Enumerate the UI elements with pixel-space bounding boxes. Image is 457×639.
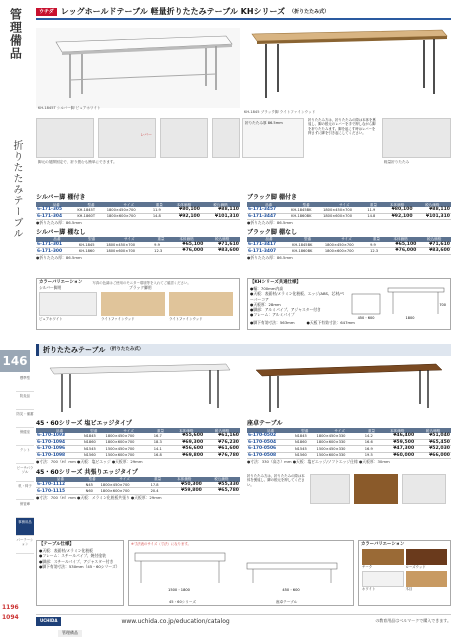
dim-height: 700	[439, 303, 446, 308]
spec-header-cell: 本体価格	[379, 428, 415, 433]
product-note: ●折りたたみ厚：86.5mm	[36, 254, 82, 260]
series-title: レッグホールドテーブル 軽量折りたたみテーブル KHシリーズ	[60, 7, 286, 17]
detail-photo-3	[160, 118, 208, 158]
spec-item: ●天板：表面材/メラミン化粧板、エッジ/ABS、芯材/ペーパーコア	[250, 291, 345, 302]
cell-code: 6-171-304	[36, 213, 76, 220]
spec-header-cell: 型番	[78, 237, 105, 242]
cell-size: 1800×600×700	[105, 439, 153, 446]
fold-spec-list	[37, 548, 123, 569]
cell-model: N1845	[83, 433, 105, 439]
cell-code: 6-170-1098	[36, 452, 83, 459]
cell-price2: ¥76,230	[204, 439, 240, 446]
rail-subcategory: 折りたたみテーブル	[11, 140, 22, 239]
rail-tab[interactable]: 標準型	[16, 374, 34, 392]
swatch-white	[362, 571, 404, 591]
cell-price1: ¥47,300	[379, 446, 415, 453]
spec-header-cell: サイズ	[105, 237, 153, 242]
spec-header-cell: 型番	[290, 202, 322, 207]
cell-size: 1800×600×330	[316, 439, 364, 446]
detail-caption-1: 脚元の展開固定で、折り畳むも簡単にできます。	[38, 160, 117, 164]
cell-model: KH-1845BK	[290, 207, 322, 213]
swatch-label-1: ピュアホワイト	[39, 316, 63, 321]
cell-size: 1800×600×700	[106, 213, 152, 220]
leg-label-silver: シルバー脚用	[39, 285, 62, 291]
product-block	[247, 194, 451, 226]
cell-price1: ¥80,100	[381, 207, 414, 213]
rail-tab[interactable]: ビーチパラソル	[16, 464, 34, 482]
swatch-label-teak: チーク	[362, 565, 373, 570]
cell-model: N1560	[294, 452, 316, 459]
cell-price2: ¥55,330	[203, 482, 240, 488]
section-subtitle: （折りたたみ式）	[107, 347, 144, 353]
spec-item: ●脚下有効寸法：563mm	[250, 320, 295, 326]
kh-spec-title: 【KHシリーズ共通仕様】	[250, 280, 301, 285]
rail-tab[interactable]: 保健室	[16, 428, 34, 446]
cell-code: 6-171-3457	[247, 207, 290, 213]
spec-header-cell: サイズ	[105, 428, 153, 433]
cell-code: 6-170-0502	[247, 433, 294, 439]
detail-photo-2	[98, 118, 156, 158]
spec-header-cell: 重量	[366, 202, 380, 207]
cell-price1: ¥92,100	[381, 213, 414, 220]
cell-price2: ¥71,610	[417, 242, 451, 248]
cell-weight: 19.5	[364, 452, 380, 459]
spec-header-cell: 税込価格	[201, 202, 240, 207]
cell-code: 6-170-0504	[247, 439, 294, 446]
footer-logo: UCHIDA	[36, 617, 61, 626]
cell-code: 6-171-300	[36, 248, 78, 255]
cell-price2: ¥83,600	[204, 248, 240, 255]
kh-spec-box	[247, 278, 451, 330]
photo-left-caption: KH-1845T シルバー脚 ピュアホワイト	[38, 106, 101, 110]
photo-right-caption: KH-1845 ブラック脚 ライトファインウッド	[244, 110, 316, 114]
cell-weight: 14.8	[152, 213, 167, 220]
main-content	[36, 6, 451, 168]
cell-model: N1845	[294, 433, 316, 439]
width-label: 折りたたみ厚 86.5mm	[245, 121, 283, 125]
cell-price1: ¥76,000	[384, 248, 418, 255]
cell-weight: 18.3	[153, 439, 169, 446]
spec-item: ●天板：表面材/メラミン化粧板	[39, 548, 93, 554]
table-silver-photo	[36, 28, 240, 108]
cell-weight: 17.8	[150, 482, 166, 488]
color-variation-note: 写真の色調はご使用のモニター環境等を入れてご確認ください。	[92, 280, 191, 285]
swatch-light-fine-wood-black	[169, 292, 233, 316]
cell-price1: ¥55,600	[168, 433, 204, 439]
folding-table-photo-right	[246, 360, 446, 416]
fold-detail-photo-3	[402, 474, 446, 504]
spec-item: ●フレーム：スチールパイプ、焼付塗装	[39, 553, 106, 559]
cell-code: 6-170-1096	[36, 446, 83, 453]
cell-code: 6-170-1112	[36, 482, 85, 488]
fold-left-column	[36, 420, 240, 500]
spec-header-cell: 型番	[85, 477, 100, 482]
rail-tab[interactable]: 事務用品	[16, 518, 34, 536]
product-note: ●折りたたみ厚：86.5mm	[247, 220, 293, 226]
table-row	[36, 248, 240, 255]
cell-price2: ¥88,110	[201, 207, 240, 213]
table-row	[247, 248, 451, 255]
width-diagram	[242, 118, 304, 158]
product-title: ブラック脚 棚付き	[247, 194, 297, 201]
cell-weight: 12.3	[369, 248, 384, 255]
cell-model: KH-1845T	[76, 207, 105, 213]
fold-spec-title: 【テーブル仕様】	[39, 542, 74, 547]
swatch-label-white: ホワイト	[362, 587, 376, 592]
cell-price2: ¥51,040	[415, 433, 451, 439]
rail-tab[interactable]: テント	[16, 446, 34, 464]
detail-photo-4	[212, 118, 240, 158]
spec-header-cell: 税込価格	[414, 202, 451, 207]
spec-item: ●天板厚：28mm	[250, 301, 281, 307]
product-photos	[36, 22, 451, 116]
spec-item: ●幅：700mm内高	[250, 286, 284, 292]
cell-weight: 16.8	[153, 452, 169, 459]
swatch-label-grain: 木目	[405, 587, 413, 592]
product-title: ブラック脚 棚なし	[247, 228, 297, 236]
cell-model: N1860	[294, 439, 316, 446]
cell-price2: ¥71,610	[204, 242, 240, 248]
rail-category: 管理備品	[8, 8, 23, 60]
swatch-label-2: ライトファインウッド	[101, 316, 135, 321]
product-title: 45・60シリーズ 共張りエッジタイプ	[36, 468, 138, 476]
spec-table	[247, 428, 451, 459]
dim-width: 1800	[405, 316, 415, 321]
color-variation-box	[36, 278, 240, 330]
cell-code: 6-170-1093	[36, 433, 83, 439]
spec-table	[36, 202, 240, 220]
cell-code: 6-171-3407	[247, 248, 291, 255]
cell-code: 6-170-0508	[247, 452, 294, 459]
spec-header-cell: 重量	[364, 428, 380, 433]
fold-detail-photo-1	[310, 474, 350, 504]
dim-depth: 450・600	[357, 316, 375, 321]
spec-header-cell: 税込価格	[204, 428, 240, 433]
spec-header-cell: 型番	[291, 237, 324, 242]
product-title: 座卓テーブル	[247, 420, 283, 427]
cell-model: KH-1845	[78, 242, 105, 248]
cell-weight: 16.6	[364, 439, 380, 446]
spec-header-cell: 税込価格	[415, 428, 451, 433]
cell-price2: ¥101,310	[414, 213, 451, 220]
spec-header-cell: 品番	[247, 428, 294, 433]
cell-weight: 14.2	[364, 433, 380, 439]
kh-silver-column	[36, 194, 240, 260]
product-block	[36, 194, 240, 226]
cell-model: KH-1845BK	[291, 242, 324, 248]
product-block	[36, 469, 240, 501]
cell-price1: ¥56,600	[168, 446, 204, 453]
product-note: ●寸法：330（高さ）mm ●天板：塩ビエッジ/ソフトエッジ仕様 ●天板厚：30mm	[247, 459, 390, 465]
spec-table	[247, 237, 451, 255]
spec-item: ●フレーム：アルミパイプ	[250, 311, 295, 317]
fold-spec-box	[36, 540, 124, 606]
spec-header-cell: 本体価格	[168, 428, 204, 433]
cell-price1: ¥59,800	[166, 488, 203, 495]
ref-page-bottom: 1094	[2, 614, 19, 621]
fold-diagram-note: ※寸法表のサイズ（寸法）になります。	[131, 542, 191, 546]
product-note: ●寸法：700（H）mm ●天板：塩ビエッジ ●天板厚：29mm	[36, 459, 143, 465]
cell-weight: 11.9	[152, 207, 167, 213]
swatch-grain	[406, 571, 448, 591]
cell-price1: ¥69,300	[168, 439, 204, 446]
fold-color-title: カラーバリエーション	[361, 542, 405, 547]
spec-table	[36, 477, 240, 495]
kh-spec-right-list	[248, 320, 450, 325]
cell-price2: ¥61,160	[204, 433, 240, 439]
fold-dim-width: 1500・1800	[168, 588, 190, 593]
cell-code: 6-170-1094	[36, 439, 83, 446]
cell-price2: ¥65,780	[203, 488, 240, 495]
rail-tab[interactable]: 机・椅子	[16, 482, 34, 500]
fold-instructions: 折りたたみ方は、折りたたみの際は本体を裏返し、脚の根元を押してください。	[247, 474, 305, 487]
cell-price2: ¥76,780	[204, 452, 240, 459]
product-note: ●折りたたみ厚：86.5mm	[36, 220, 82, 226]
spec-header-cell: 税込価格	[417, 237, 451, 242]
footer-note: の教育用品はベルマークで購入できます。	[375, 618, 451, 624]
product-block	[36, 229, 240, 261]
caption-zataku: 座卓テーブル	[275, 599, 298, 604]
spec-header-cell: 型番	[83, 428, 105, 433]
rail-tab[interactable]: 保管庫	[16, 500, 34, 518]
cell-code: 6-170-1115	[36, 488, 85, 495]
cell-price2: ¥88,110	[414, 207, 451, 213]
cell-price1: ¥60,000	[379, 452, 415, 459]
cell-code: 6-170-0506	[247, 446, 294, 453]
cell-code: 6-171-3417	[247, 242, 291, 248]
cell-size: 1500×600×700	[105, 452, 153, 459]
cell-size: 1800×450×700	[106, 207, 152, 213]
spec-header-cell: 税込価格	[203, 477, 240, 482]
side-rail	[0, 0, 34, 639]
spec-header-cell: 品番	[247, 202, 290, 207]
cell-size: 1800×450×700	[105, 242, 153, 248]
spec-header-cell: 品番	[36, 477, 85, 482]
product-note: ●折りたたみ厚：86.5mm	[247, 254, 293, 260]
spec-item: ●天板下有効寸法：647mm	[306, 320, 355, 326]
cell-model: N1545	[83, 446, 105, 453]
rail-tab[interactable]: パーテーション	[16, 536, 34, 554]
spec-header-cell: 重量	[153, 237, 169, 242]
cell-model: N60	[85, 488, 100, 495]
series-subtitle: （折りたたみ式）	[289, 9, 330, 15]
fold-color-box	[358, 540, 451, 606]
cell-price2: ¥66,000	[415, 452, 451, 459]
spec-header-cell: 本体価格	[381, 202, 414, 207]
cell-code: 6-171-3447	[247, 213, 290, 220]
folding-instructions: 折りたたみ方は、折りたたみの際は本体を裏返し、脚の根元のレバーを手で押しながら脚を折りたたみます。脚を起こす時はレバーを押さずに脚を引き起こしてください。	[308, 118, 376, 136]
cell-model: N45	[85, 482, 100, 488]
fold-right-column	[247, 420, 451, 465]
cell-weight: 14.8	[366, 213, 380, 220]
cell-model: KH-1860BK	[290, 213, 322, 220]
cell-weight: 16.7	[153, 433, 169, 439]
cell-size: 1800×450×700	[324, 242, 369, 248]
swatch-teak	[362, 549, 404, 569]
spec-item: ●脚部：スチールパイプ、アジャスター付き	[39, 558, 114, 564]
cell-size: 1800×600×700	[100, 488, 150, 495]
rail-tab-list	[16, 374, 34, 554]
product-note: ●寸法：700（H）mm ●天板：メラミン化粧板共張り ●天板厚：29mm	[36, 494, 162, 500]
rail-tab[interactable]: 防災・備蓄	[16, 410, 34, 428]
fold-dimension-box	[128, 540, 354, 606]
lever-label: レバー	[140, 132, 152, 137]
cell-price1: ¥92,100	[167, 213, 201, 220]
spec-header-cell: 品番	[247, 237, 291, 242]
spec-header-cell: 重量	[369, 237, 384, 242]
cell-price1: ¥65,100	[384, 242, 418, 248]
cell-model: KH-1860	[78, 248, 105, 255]
spec-table	[247, 202, 451, 220]
cell-model: N1560	[83, 452, 105, 459]
section-folding-table	[36, 344, 451, 356]
swatch-light-fine-wood	[101, 292, 165, 316]
cell-size: 1500×450×700	[105, 446, 153, 453]
cell-size: 1500×450×330	[316, 446, 364, 453]
kh-black-column	[247, 194, 451, 260]
swatch-rosewood	[406, 549, 448, 569]
cell-size: 1800×600×700	[322, 213, 366, 220]
cell-weight: 11.9	[366, 207, 380, 213]
spec-header-cell: 本体価格	[167, 202, 201, 207]
cell-weight: 12.3	[153, 248, 169, 255]
cell-code: 6-171-301	[36, 242, 78, 248]
page-number: 146	[0, 350, 30, 372]
detail-photos	[36, 118, 451, 168]
detail-photo-5	[382, 118, 451, 158]
table-row	[36, 213, 240, 220]
leg-label-black: ブラック脚用	[129, 285, 152, 291]
swatch-label-rosewood: ローズウッド	[405, 565, 426, 570]
fold-dim-depth: 450・600	[282, 588, 300, 593]
cell-code: 6-171-305	[36, 207, 76, 213]
folding-table-photo-left	[40, 360, 236, 416]
product-title: シルバー脚 棚付き	[36, 194, 86, 201]
cell-price2: ¥52,030	[415, 446, 451, 453]
table-row	[36, 488, 240, 495]
spec-header-cell: サイズ	[106, 202, 152, 207]
spec-header-cell: 品番	[36, 237, 78, 242]
footer-url[interactable]: www.uchida.co.jp/education/catalog	[121, 617, 230, 625]
spec-header-cell: 型番	[294, 428, 316, 433]
detail-caption-2: 軽量折りたたみ	[384, 160, 410, 164]
fold-detail-photo-2	[354, 474, 398, 504]
spec-header-cell: 重量	[150, 477, 166, 482]
spec-header-cell: 品番	[36, 428, 83, 433]
kh-spec-list	[248, 286, 348, 320]
spec-header-cell: 型番	[76, 202, 105, 207]
product-block	[247, 229, 451, 261]
cell-weight: 16.9	[364, 446, 380, 453]
cell-price2: ¥65,450	[415, 439, 451, 446]
section-title: 折りたたみテーブル	[43, 345, 106, 354]
kh-dimension-diagram	[348, 286, 448, 320]
table-row	[247, 452, 451, 459]
spec-header-cell: 本体価格	[384, 237, 418, 242]
spec-header-cell: サイズ	[324, 237, 369, 242]
spec-header-cell: サイズ	[322, 202, 366, 207]
fold-dimension-diagram	[129, 547, 353, 597]
product-title: 45・60シリーズ 塩ビエッジタイプ	[36, 420, 132, 427]
spec-header-cell: 本体価格	[166, 477, 203, 482]
spec-header-cell: 税込価格	[204, 237, 240, 242]
cell-price1: ¥69,800	[168, 452, 204, 459]
spec-header-cell: サイズ	[316, 428, 364, 433]
cell-price1: ¥50,300	[166, 482, 203, 488]
spec-header-cell: 重量	[153, 428, 169, 433]
swatch-label-3: ライトファインウッド	[169, 316, 203, 321]
cell-size: 1800×600×700	[105, 248, 153, 255]
ref-page-top: 1196	[2, 604, 19, 611]
spec-header-cell: サイズ	[100, 477, 150, 482]
caption-45-series: 45・60シリーズ	[169, 599, 196, 604]
footer-category: 管理備品	[58, 630, 82, 637]
cell-model: KH-1860T	[76, 213, 105, 220]
cell-size: 1800×450×700	[322, 207, 366, 213]
detail-photo-1	[36, 118, 94, 158]
spec-table	[36, 428, 240, 459]
cell-size: 1800×450×330	[316, 433, 364, 439]
page-footer	[36, 614, 451, 628]
cell-size: 1500×600×330	[316, 452, 364, 459]
cell-price2: ¥61,600	[204, 446, 240, 453]
cell-price1: ¥76,000	[169, 248, 205, 255]
color-variation-title: カラーバリエーション	[39, 280, 83, 285]
spec-header-cell: 重量	[152, 202, 167, 207]
cell-weight: 9.9	[369, 242, 384, 248]
swatch-pure-white	[39, 292, 97, 316]
spec-header-cell: 品番	[36, 202, 76, 207]
cell-price2: ¥101,310	[201, 213, 240, 220]
spec-item: ●脚下有効寸法：530mm（45・60シリーズ）	[39, 563, 120, 569]
table-row	[36, 452, 240, 459]
cell-price1: ¥65,100	[169, 242, 205, 248]
rail-tab[interactable]: 防炎品	[16, 392, 34, 410]
cell-weight: 14.1	[153, 446, 169, 453]
product-block	[247, 420, 451, 465]
cell-model: N1860	[83, 439, 105, 446]
cell-price1: ¥46,400	[379, 433, 415, 439]
cell-price1: ¥80,100	[167, 207, 201, 213]
cell-size: 1800×450×700	[105, 433, 153, 439]
cell-size: 1800×600×700	[324, 248, 369, 255]
table-row	[247, 213, 451, 220]
cell-weight: 9.9	[153, 242, 169, 248]
product-block	[36, 420, 240, 465]
spec-item: ●脚部：アルミパイプ、アジャスター付き	[250, 306, 321, 312]
cell-weight: 20.4	[150, 488, 166, 495]
spec-header-cell: 本体価格	[169, 237, 205, 242]
table-black-photo	[242, 22, 451, 110]
product-title: シルバー脚 棚なし	[36, 228, 86, 236]
brand-badge: ウチダ	[36, 8, 57, 16]
cell-price1: ¥59,500	[379, 439, 415, 446]
cell-model: KH-1860BK	[291, 248, 324, 255]
series-banner	[36, 6, 451, 20]
spec-table	[36, 237, 240, 255]
cell-price2: ¥83,600	[417, 248, 451, 255]
cell-size: 1800×450×700	[100, 482, 150, 488]
cell-model: N1545	[294, 446, 316, 453]
